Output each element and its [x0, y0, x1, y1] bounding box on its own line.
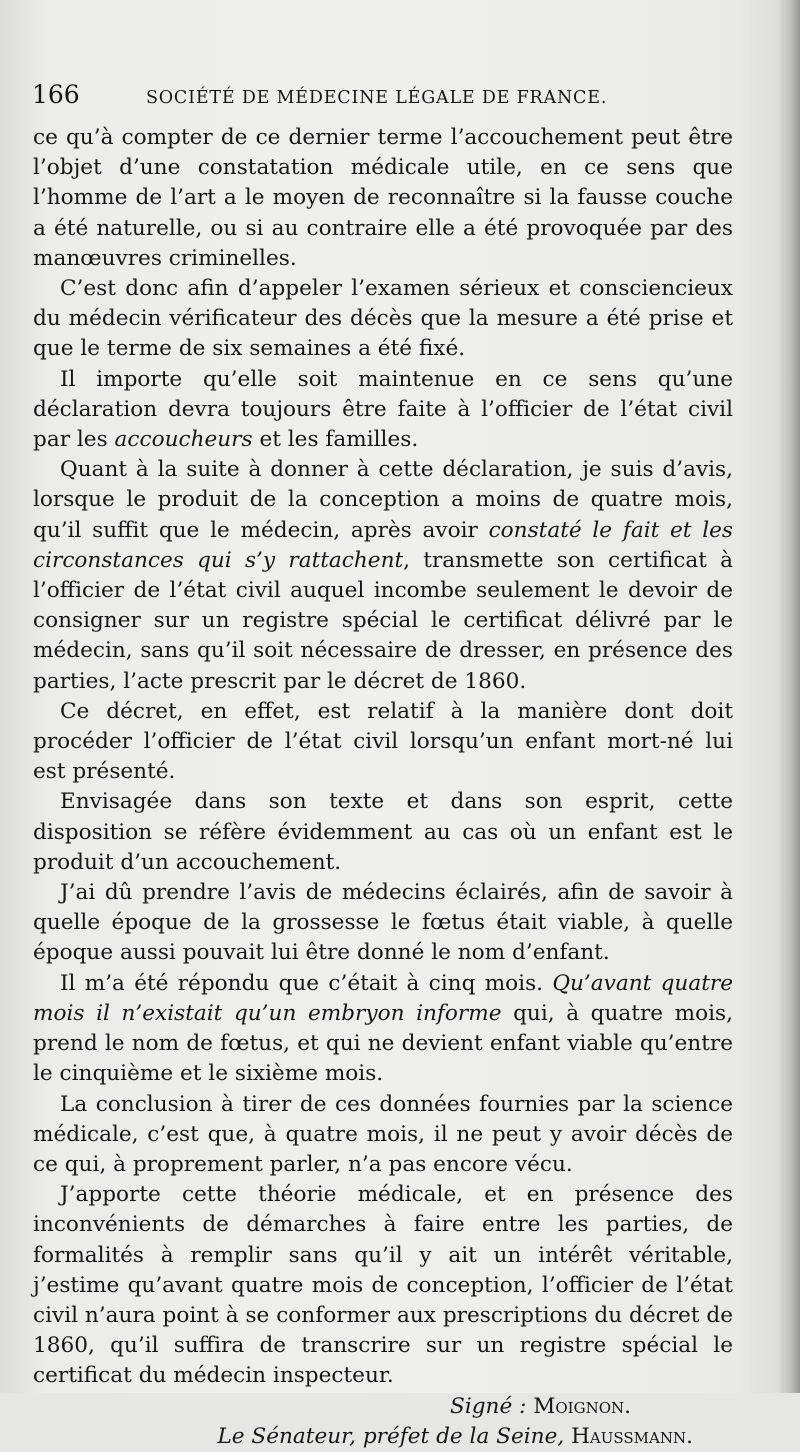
italic-term: accoucheurs — [114, 427, 253, 453]
page-header — [32, 80, 732, 110]
signature-role: Le Sénateur, préfet de la Seine, — [217, 1423, 565, 1449]
signed-name: Moignon. — [533, 1393, 631, 1419]
page-edge-shadow — [778, 0, 800, 1393]
paragraph: Il m’a été répondu que c’était à cinq mois. Qu’avant quatre mois il n’existait qu’un embryon informe qui, à quatre mois, prend le nom de fœtus, et qui ne devient enfant viable qu’entre le cinquième et le sixième mois. — [33, 970, 734, 1087]
paragraph: Il importe qu’elle soit maintenue en ce sens qu’une déclaration devra toujours être faite à l’officier de l’état civil par les accoucheurs et les familles. — [33, 366, 733, 453]
paragraph: ce qu’à compter de ce dernier terme l’accouchement peut être l’objet d’une constatation médicale utile, en ce sens que l’homme de l’art a le moyen de reconnaître si la fausse couche a été naturelle, ou si au contraire elle a été provoquée par des manœuvres criminelles. — [33, 125, 733, 271]
running-title: SOCIÉTÉ DE MÉDECINE LÉGALE DE FRANCE. — [146, 88, 608, 108]
paragraph: J’apporte cette théorie médicale, et en présence des inconvénients de démarches à faire entre les parties, de formalités à remplir sans qu’il y ait un intérêt véritable, j’estime qu’avant quatre mois de conception, l’officier de l’état civil n’aura point à se conformer aux prescriptions du décret de 1860, qu’il suffira de transcrire sur un registre spécial le certificat du médecin inspecteur. — [33, 1182, 733, 1389]
page-number: 166 — [32, 80, 80, 109]
page-body — [33, 123, 733, 1452]
paragraph: La conclusion à tirer de ces données fournies par la science médicale, c’est que, à quatre mois, il ne peut y avoir décès de ce qui, à proprement parler, n’a pas encore vécu. — [33, 1091, 733, 1177]
paragraph: C’est donc afin d’appeler l’examen sérieux et consciencieux du médecin vérificateur des décès que la mesure a été prise et que le terme de six semaines a été fixé. — [33, 276, 733, 362]
paragraph: Ce décret, en effet, est relatif à la manière dont doit procéder l’officier de l’état civil lorsqu’un enfant mort-né lui est présenté. — [33, 698, 733, 785]
paragraph: Envisagée dans son texte et dans son esprit, cette disposition se réfère évidemment au cas où un enfant est le produit d’un accouchement. — [33, 789, 733, 875]
paragraph: J’ai dû prendre l’avis de médecins éclairés, afin de savoir à quelle époque de la grossesse le fœtus était viable, à quelle époque aussi pouvait lui être donné le nom d’enfant. — [33, 880, 733, 966]
italic-phrase: Qu’avant quatre mois il n’existait qu’un embryon informe — [33, 970, 733, 1026]
signature-line — [33, 1392, 733, 1422]
signature-role-name: Haussmann. — [571, 1423, 693, 1449]
signed-label: Signé : — [450, 1393, 527, 1419]
italic-phrase: constaté le fait et les circonstances qui s’y rattachent — [33, 517, 733, 573]
signature-role-line — [33, 1422, 733, 1452]
paragraph: Quant à la suite à donner à cette déclaration, je suis d’avis, lorsque le produit de la conception a moins de quatre mois, qu’il suffit que le médecin, après avoir constaté le fait et les circonstances qui s’y rattachent, transmette son certificat à l’officier de l’état civil auquel incombe seulement le devoir de consigner sur un registre spécial le certificat délivré par le médecin, sans qu’il soit nécessaire de dresser, en présence des parties, l’acte prescrit par le décret de 1860. — [33, 457, 734, 694]
